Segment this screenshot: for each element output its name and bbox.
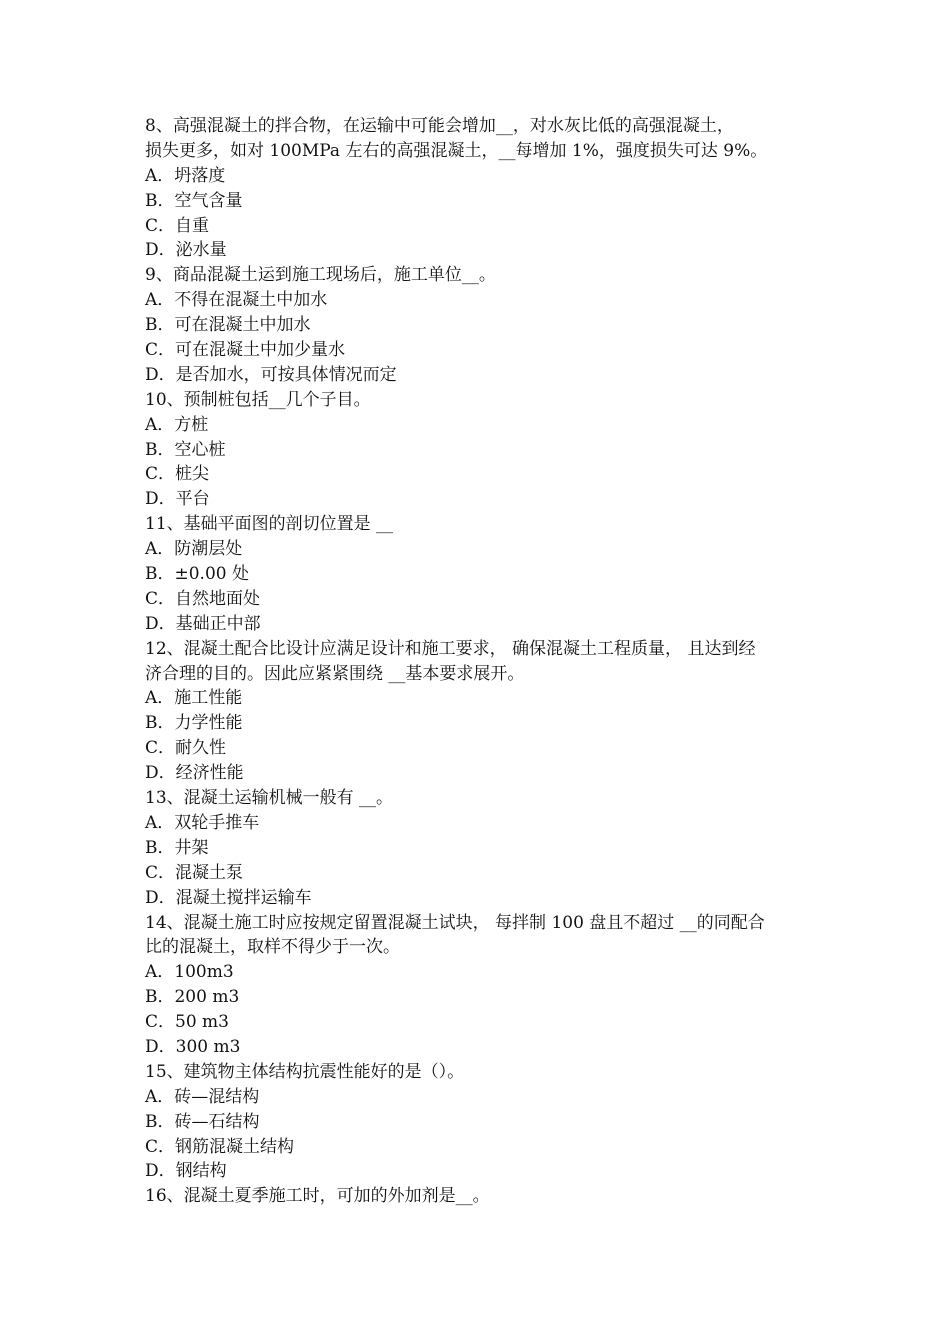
option-d: D．是否加水，可按具体情况而定 bbox=[145, 364, 397, 385]
option-a: A．双轮手推车 bbox=[145, 812, 260, 833]
option-a: A．坍落度 bbox=[145, 165, 226, 186]
option-d: D．300 m3 bbox=[145, 1036, 241, 1057]
option-b: B．砖—石结构 bbox=[145, 1111, 260, 1132]
question-12-line-2: 济合理的目的。因此应紧紧围绕 __基本要求展开。 bbox=[145, 663, 525, 684]
option-c: C．桩尖 bbox=[145, 464, 210, 485]
option-b: B．力学性能 bbox=[145, 713, 243, 734]
option-a: A．施工性能 bbox=[145, 688, 243, 709]
question-14-line-2: 比的混凝土，取样不得少于一次。 bbox=[145, 937, 400, 958]
question-13: 13、混凝土运输机械一般有 __。 bbox=[145, 788, 394, 809]
question-15: 15、建筑物主体结构抗震性能好的是（）。 bbox=[145, 1061, 465, 1082]
option-c: C．可在混凝土中加少量水 bbox=[145, 340, 346, 361]
option-a: A．防潮层处 bbox=[145, 539, 243, 560]
option-d: D．钢结构 bbox=[145, 1161, 227, 1182]
option-b: B．空气含量 bbox=[145, 190, 243, 211]
question-12-line-1: 12、混凝土配合比设计应满足设计和施工要求， 确保混凝土工程质量， 且达到经 bbox=[145, 638, 756, 659]
option-b: B．井架 bbox=[145, 837, 209, 858]
option-a: A．方桩 bbox=[145, 414, 209, 435]
question-11: 11、基础平面图的剖切位置是 __ bbox=[145, 514, 394, 535]
option-a: A．100m3 bbox=[145, 962, 234, 983]
option-d: D．混凝土搅拌运输车 bbox=[145, 887, 312, 908]
option-b: B．±0.00 处 bbox=[145, 564, 249, 585]
question-14-line-1: 14、混凝土施工时应按规定留置混凝土试块， 每拌制 100 盘且不超过 __的同配合 bbox=[145, 912, 765, 933]
question-16: 16、混凝土夏季施工时，可加的外加剂是__。 bbox=[145, 1186, 490, 1207]
option-c: C．50 m3 bbox=[145, 1012, 229, 1033]
option-d: D．基础正中部 bbox=[145, 613, 261, 634]
question-text-block bbox=[145, 114, 810, 1209]
option-c: C．混凝土泵 bbox=[145, 862, 244, 883]
question-9: 9、商品混凝土运到施工现场后，施工单位__。 bbox=[145, 265, 496, 286]
option-d: D．平台 bbox=[145, 489, 210, 510]
option-a: A．不得在混凝土中加水 bbox=[145, 290, 328, 311]
option-c: C．耐久性 bbox=[145, 738, 227, 759]
option-b: B．空心桩 bbox=[145, 439, 226, 460]
option-c: C．自重 bbox=[145, 215, 210, 236]
option-d: D．泌水量 bbox=[145, 240, 227, 261]
option-c: C．钢筋混凝土结构 bbox=[145, 1136, 295, 1157]
option-c: C．自然地面处 bbox=[145, 588, 261, 609]
option-b: B．可在混凝土中加水 bbox=[145, 315, 311, 336]
question-8-line-2: 损失更多，如对 100MPa 左右的高强混凝土，__每增加 1%，强度损失可达 9%。 bbox=[145, 140, 768, 161]
option-d: D．经济性能 bbox=[145, 763, 244, 784]
option-b: B．200 m3 bbox=[145, 987, 240, 1008]
question-8-line-1: 8、高强混凝土的拌合物，在运输中可能会增加__，对水灰比低的高强混凝土， bbox=[145, 116, 734, 136]
question-10: 10、预制桩包括__几个子目。 bbox=[145, 389, 371, 410]
option-a: A．砖—混结构 bbox=[145, 1086, 260, 1107]
